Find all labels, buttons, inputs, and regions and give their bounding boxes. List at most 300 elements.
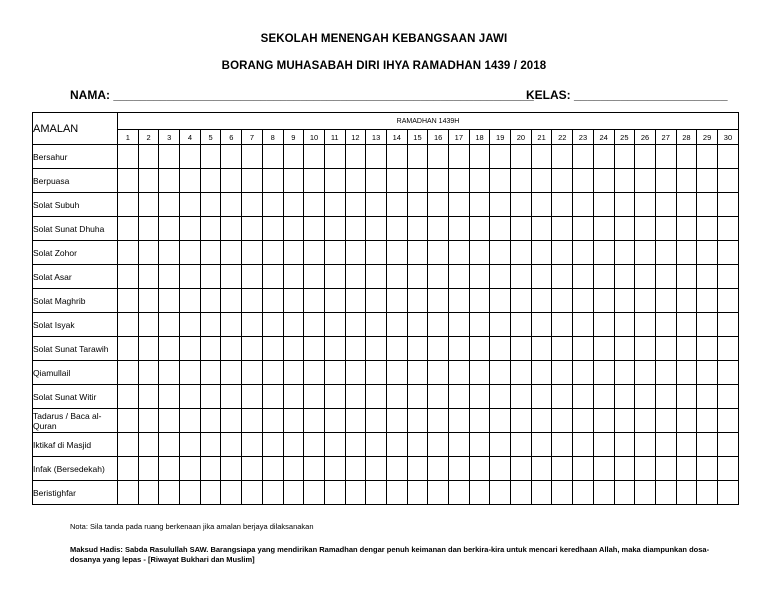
check-cell[interactable] <box>345 457 366 481</box>
check-cell[interactable] <box>262 361 283 385</box>
check-cell[interactable] <box>262 289 283 313</box>
check-cell[interactable] <box>200 385 221 409</box>
check-cell[interactable] <box>614 169 635 193</box>
kelas-field[interactable]: KELAS: _______________________ <box>526 88 728 102</box>
check-cell[interactable] <box>469 265 490 289</box>
check-cell[interactable] <box>717 409 738 433</box>
check-cell[interactable] <box>449 457 470 481</box>
check-cell[interactable] <box>283 481 304 505</box>
check-cell[interactable] <box>283 313 304 337</box>
check-cell[interactable] <box>552 217 573 241</box>
check-cell[interactable] <box>159 337 180 361</box>
check-cell[interactable] <box>531 385 552 409</box>
check-cell[interactable] <box>118 385 139 409</box>
check-cell[interactable] <box>614 313 635 337</box>
check-cell[interactable] <box>593 169 614 193</box>
check-cell[interactable] <box>304 361 325 385</box>
check-cell[interactable] <box>593 241 614 265</box>
check-cell[interactable] <box>242 385 263 409</box>
check-cell[interactable] <box>386 241 407 265</box>
check-cell[interactable] <box>449 409 470 433</box>
check-cell[interactable] <box>449 337 470 361</box>
check-cell[interactable] <box>221 193 242 217</box>
check-cell[interactable] <box>407 409 428 433</box>
check-cell[interactable] <box>138 409 159 433</box>
check-cell[interactable] <box>552 289 573 313</box>
check-cell[interactable] <box>573 169 594 193</box>
check-cell[interactable] <box>655 385 676 409</box>
check-cell[interactable] <box>118 289 139 313</box>
check-cell[interactable] <box>717 385 738 409</box>
check-cell[interactable] <box>573 289 594 313</box>
check-cell[interactable] <box>697 289 718 313</box>
check-cell[interactable] <box>717 433 738 457</box>
check-cell[interactable] <box>573 457 594 481</box>
check-cell[interactable] <box>138 241 159 265</box>
check-cell[interactable] <box>159 481 180 505</box>
check-cell[interactable] <box>304 217 325 241</box>
check-cell[interactable] <box>552 145 573 169</box>
check-cell[interactable] <box>407 193 428 217</box>
check-cell[interactable] <box>304 145 325 169</box>
check-cell[interactable] <box>200 409 221 433</box>
check-cell[interactable] <box>386 385 407 409</box>
check-cell[interactable] <box>449 265 470 289</box>
check-cell[interactable] <box>717 145 738 169</box>
check-cell[interactable] <box>511 289 532 313</box>
check-cell[interactable] <box>221 313 242 337</box>
check-cell[interactable] <box>635 289 656 313</box>
check-cell[interactable] <box>552 433 573 457</box>
check-cell[interactable] <box>262 169 283 193</box>
check-cell[interactable] <box>386 193 407 217</box>
check-cell[interactable] <box>138 145 159 169</box>
check-cell[interactable] <box>531 457 552 481</box>
check-cell[interactable] <box>428 193 449 217</box>
check-cell[interactable] <box>469 217 490 241</box>
check-cell[interactable] <box>345 241 366 265</box>
check-cell[interactable] <box>676 169 697 193</box>
check-cell[interactable] <box>635 313 656 337</box>
check-cell[interactable] <box>138 313 159 337</box>
check-cell[interactable] <box>614 145 635 169</box>
check-cell[interactable] <box>262 145 283 169</box>
check-cell[interactable] <box>118 409 139 433</box>
check-cell[interactable] <box>573 385 594 409</box>
check-cell[interactable] <box>304 289 325 313</box>
check-cell[interactable] <box>676 481 697 505</box>
check-cell[interactable] <box>283 145 304 169</box>
check-cell[interactable] <box>324 481 345 505</box>
check-cell[interactable] <box>407 385 428 409</box>
check-cell[interactable] <box>511 217 532 241</box>
check-cell[interactable] <box>573 361 594 385</box>
check-cell[interactable] <box>635 337 656 361</box>
check-cell[interactable] <box>324 409 345 433</box>
check-cell[interactable] <box>345 433 366 457</box>
check-cell[interactable] <box>511 241 532 265</box>
check-cell[interactable] <box>366 409 387 433</box>
check-cell[interactable] <box>531 481 552 505</box>
check-cell[interactable] <box>717 289 738 313</box>
check-cell[interactable] <box>717 193 738 217</box>
check-cell[interactable] <box>366 361 387 385</box>
check-cell[interactable] <box>159 169 180 193</box>
check-cell[interactable] <box>324 265 345 289</box>
check-cell[interactable] <box>697 361 718 385</box>
check-cell[interactable] <box>469 481 490 505</box>
check-cell[interactable] <box>573 217 594 241</box>
check-cell[interactable] <box>676 409 697 433</box>
check-cell[interactable] <box>386 217 407 241</box>
check-cell[interactable] <box>614 361 635 385</box>
check-cell[interactable] <box>469 145 490 169</box>
check-cell[interactable] <box>386 169 407 193</box>
check-cell[interactable] <box>304 241 325 265</box>
check-cell[interactable] <box>345 169 366 193</box>
check-cell[interactable] <box>138 481 159 505</box>
check-cell[interactable] <box>283 433 304 457</box>
check-cell[interactable] <box>200 481 221 505</box>
check-cell[interactable] <box>345 193 366 217</box>
check-cell[interactable] <box>159 361 180 385</box>
check-cell[interactable] <box>655 457 676 481</box>
check-cell[interactable] <box>697 265 718 289</box>
check-cell[interactable] <box>676 193 697 217</box>
check-cell[interactable] <box>386 409 407 433</box>
check-cell[interactable] <box>324 289 345 313</box>
check-cell[interactable] <box>531 337 552 361</box>
check-cell[interactable] <box>531 361 552 385</box>
check-cell[interactable] <box>593 289 614 313</box>
check-cell[interactable] <box>304 313 325 337</box>
check-cell[interactable] <box>242 241 263 265</box>
check-cell[interactable] <box>304 409 325 433</box>
check-cell[interactable] <box>242 289 263 313</box>
check-cell[interactable] <box>614 409 635 433</box>
check-cell[interactable] <box>118 241 139 265</box>
check-cell[interactable] <box>138 169 159 193</box>
check-cell[interactable] <box>118 193 139 217</box>
check-cell[interactable] <box>490 481 511 505</box>
check-cell[interactable] <box>511 313 532 337</box>
check-cell[interactable] <box>304 169 325 193</box>
check-cell[interactable] <box>717 361 738 385</box>
check-cell[interactable] <box>469 385 490 409</box>
check-cell[interactable] <box>180 361 201 385</box>
check-cell[interactable] <box>552 193 573 217</box>
check-cell[interactable] <box>345 361 366 385</box>
check-cell[interactable] <box>159 409 180 433</box>
check-cell[interactable] <box>386 433 407 457</box>
check-cell[interactable] <box>593 265 614 289</box>
check-cell[interactable] <box>511 193 532 217</box>
check-cell[interactable] <box>221 337 242 361</box>
check-cell[interactable] <box>511 145 532 169</box>
check-cell[interactable] <box>676 457 697 481</box>
check-cell[interactable] <box>469 289 490 313</box>
check-cell[interactable] <box>242 433 263 457</box>
check-cell[interactable] <box>407 433 428 457</box>
check-cell[interactable] <box>697 337 718 361</box>
check-cell[interactable] <box>428 289 449 313</box>
check-cell[interactable] <box>531 433 552 457</box>
check-cell[interactable] <box>676 337 697 361</box>
check-cell[interactable] <box>283 385 304 409</box>
check-cell[interactable] <box>490 217 511 241</box>
check-cell[interactable] <box>428 385 449 409</box>
check-cell[interactable] <box>655 241 676 265</box>
check-cell[interactable] <box>242 169 263 193</box>
check-cell[interactable] <box>655 193 676 217</box>
check-cell[interactable] <box>366 313 387 337</box>
check-cell[interactable] <box>262 481 283 505</box>
check-cell[interactable] <box>717 481 738 505</box>
check-cell[interactable] <box>531 145 552 169</box>
check-cell[interactable] <box>490 361 511 385</box>
check-cell[interactable] <box>138 265 159 289</box>
check-cell[interactable] <box>262 337 283 361</box>
check-cell[interactable] <box>655 361 676 385</box>
check-cell[interactable] <box>366 433 387 457</box>
check-cell[interactable] <box>138 217 159 241</box>
check-cell[interactable] <box>407 217 428 241</box>
check-cell[interactable] <box>283 409 304 433</box>
check-cell[interactable] <box>531 241 552 265</box>
check-cell[interactable] <box>428 265 449 289</box>
check-cell[interactable] <box>200 289 221 313</box>
check-cell[interactable] <box>697 217 718 241</box>
check-cell[interactable] <box>180 289 201 313</box>
check-cell[interactable] <box>593 193 614 217</box>
check-cell[interactable] <box>283 217 304 241</box>
check-cell[interactable] <box>407 169 428 193</box>
check-cell[interactable] <box>614 457 635 481</box>
check-cell[interactable] <box>345 313 366 337</box>
check-cell[interactable] <box>469 337 490 361</box>
check-cell[interactable] <box>490 385 511 409</box>
check-cell[interactable] <box>490 145 511 169</box>
check-cell[interactable] <box>180 385 201 409</box>
check-cell[interactable] <box>697 145 718 169</box>
check-cell[interactable] <box>242 361 263 385</box>
check-cell[interactable] <box>490 457 511 481</box>
check-cell[interactable] <box>449 169 470 193</box>
check-cell[interactable] <box>449 433 470 457</box>
check-cell[interactable] <box>118 169 139 193</box>
check-cell[interactable] <box>428 241 449 265</box>
check-cell[interactable] <box>200 361 221 385</box>
check-cell[interactable] <box>407 289 428 313</box>
check-cell[interactable] <box>366 385 387 409</box>
check-cell[interactable] <box>180 433 201 457</box>
check-cell[interactable] <box>324 361 345 385</box>
check-cell[interactable] <box>573 337 594 361</box>
check-cell[interactable] <box>573 145 594 169</box>
check-cell[interactable] <box>697 313 718 337</box>
check-cell[interactable] <box>552 313 573 337</box>
check-cell[interactable] <box>242 313 263 337</box>
check-cell[interactable] <box>614 433 635 457</box>
check-cell[interactable] <box>200 337 221 361</box>
check-cell[interactable] <box>531 169 552 193</box>
check-cell[interactable] <box>573 193 594 217</box>
check-cell[interactable] <box>635 193 656 217</box>
check-cell[interactable] <box>697 481 718 505</box>
check-cell[interactable] <box>655 169 676 193</box>
check-cell[interactable] <box>428 409 449 433</box>
check-cell[interactable] <box>200 193 221 217</box>
check-cell[interactable] <box>180 313 201 337</box>
check-cell[interactable] <box>159 385 180 409</box>
check-cell[interactable] <box>490 409 511 433</box>
check-cell[interactable] <box>428 145 449 169</box>
check-cell[interactable] <box>407 313 428 337</box>
check-cell[interactable] <box>449 145 470 169</box>
check-cell[interactable] <box>262 193 283 217</box>
check-cell[interactable] <box>593 433 614 457</box>
check-cell[interactable] <box>200 433 221 457</box>
check-cell[interactable] <box>304 481 325 505</box>
check-cell[interactable] <box>366 241 387 265</box>
check-cell[interactable] <box>180 481 201 505</box>
check-cell[interactable] <box>159 457 180 481</box>
check-cell[interactable] <box>200 217 221 241</box>
check-cell[interactable] <box>138 385 159 409</box>
check-cell[interactable] <box>386 313 407 337</box>
check-cell[interactable] <box>593 337 614 361</box>
check-cell[interactable] <box>531 289 552 313</box>
check-cell[interactable] <box>635 217 656 241</box>
check-cell[interactable] <box>428 433 449 457</box>
check-cell[interactable] <box>614 193 635 217</box>
check-cell[interactable] <box>593 145 614 169</box>
check-cell[interactable] <box>697 241 718 265</box>
check-cell[interactable] <box>138 193 159 217</box>
check-cell[interactable] <box>469 433 490 457</box>
check-cell[interactable] <box>469 313 490 337</box>
check-cell[interactable] <box>304 457 325 481</box>
check-cell[interactable] <box>283 193 304 217</box>
check-cell[interactable] <box>552 169 573 193</box>
check-cell[interactable] <box>283 241 304 265</box>
check-cell[interactable] <box>221 457 242 481</box>
check-cell[interactable] <box>345 217 366 241</box>
check-cell[interactable] <box>118 145 139 169</box>
check-cell[interactable] <box>283 169 304 193</box>
check-cell[interactable] <box>324 385 345 409</box>
check-cell[interactable] <box>366 337 387 361</box>
check-cell[interactable] <box>180 337 201 361</box>
check-cell[interactable] <box>655 337 676 361</box>
check-cell[interactable] <box>118 265 139 289</box>
check-cell[interactable] <box>635 145 656 169</box>
check-cell[interactable] <box>697 169 718 193</box>
check-cell[interactable] <box>511 385 532 409</box>
check-cell[interactable] <box>345 385 366 409</box>
check-cell[interactable] <box>511 361 532 385</box>
check-cell[interactable] <box>283 337 304 361</box>
check-cell[interactable] <box>614 385 635 409</box>
check-cell[interactable] <box>242 193 263 217</box>
check-cell[interactable] <box>159 289 180 313</box>
check-cell[interactable] <box>511 433 532 457</box>
check-cell[interactable] <box>490 289 511 313</box>
check-cell[interactable] <box>386 265 407 289</box>
check-cell[interactable] <box>180 193 201 217</box>
check-cell[interactable] <box>614 241 635 265</box>
check-cell[interactable] <box>242 337 263 361</box>
check-cell[interactable] <box>717 217 738 241</box>
check-cell[interactable] <box>221 241 242 265</box>
check-cell[interactable] <box>593 217 614 241</box>
check-cell[interactable] <box>221 217 242 241</box>
check-cell[interactable] <box>118 481 139 505</box>
check-cell[interactable] <box>180 457 201 481</box>
check-cell[interactable] <box>428 169 449 193</box>
check-cell[interactable] <box>283 361 304 385</box>
check-cell[interactable] <box>717 313 738 337</box>
check-cell[interactable] <box>200 457 221 481</box>
check-cell[interactable] <box>138 457 159 481</box>
check-cell[interactable] <box>386 337 407 361</box>
check-cell[interactable] <box>200 145 221 169</box>
check-cell[interactable] <box>717 337 738 361</box>
check-cell[interactable] <box>304 337 325 361</box>
check-cell[interactable] <box>573 241 594 265</box>
nama-field[interactable]: NAMA: _______________________________________________________________ <box>70 88 534 102</box>
check-cell[interactable] <box>428 481 449 505</box>
check-cell[interactable] <box>407 337 428 361</box>
check-cell[interactable] <box>635 169 656 193</box>
check-cell[interactable] <box>490 337 511 361</box>
check-cell[interactable] <box>552 385 573 409</box>
check-cell[interactable] <box>655 217 676 241</box>
check-cell[interactable] <box>614 289 635 313</box>
check-cell[interactable] <box>490 265 511 289</box>
check-cell[interactable] <box>386 145 407 169</box>
check-cell[interactable] <box>200 313 221 337</box>
check-cell[interactable] <box>614 217 635 241</box>
check-cell[interactable] <box>200 169 221 193</box>
check-cell[interactable] <box>159 193 180 217</box>
check-cell[interactable] <box>490 169 511 193</box>
check-cell[interactable] <box>118 313 139 337</box>
check-cell[interactable] <box>304 385 325 409</box>
check-cell[interactable] <box>469 193 490 217</box>
check-cell[interactable] <box>159 433 180 457</box>
check-cell[interactable] <box>366 145 387 169</box>
check-cell[interactable] <box>221 361 242 385</box>
check-cell[interactable] <box>283 265 304 289</box>
check-cell[interactable] <box>635 481 656 505</box>
check-cell[interactable] <box>180 265 201 289</box>
check-cell[interactable] <box>593 457 614 481</box>
check-cell[interactable] <box>262 265 283 289</box>
check-cell[interactable] <box>200 241 221 265</box>
check-cell[interactable] <box>366 289 387 313</box>
check-cell[interactable] <box>180 217 201 241</box>
check-cell[interactable] <box>552 241 573 265</box>
check-cell[interactable] <box>511 265 532 289</box>
check-cell[interactable] <box>407 361 428 385</box>
check-cell[interactable] <box>655 289 676 313</box>
check-cell[interactable] <box>717 169 738 193</box>
check-cell[interactable] <box>676 217 697 241</box>
check-cell[interactable] <box>262 409 283 433</box>
check-cell[interactable] <box>449 241 470 265</box>
check-cell[interactable] <box>180 145 201 169</box>
